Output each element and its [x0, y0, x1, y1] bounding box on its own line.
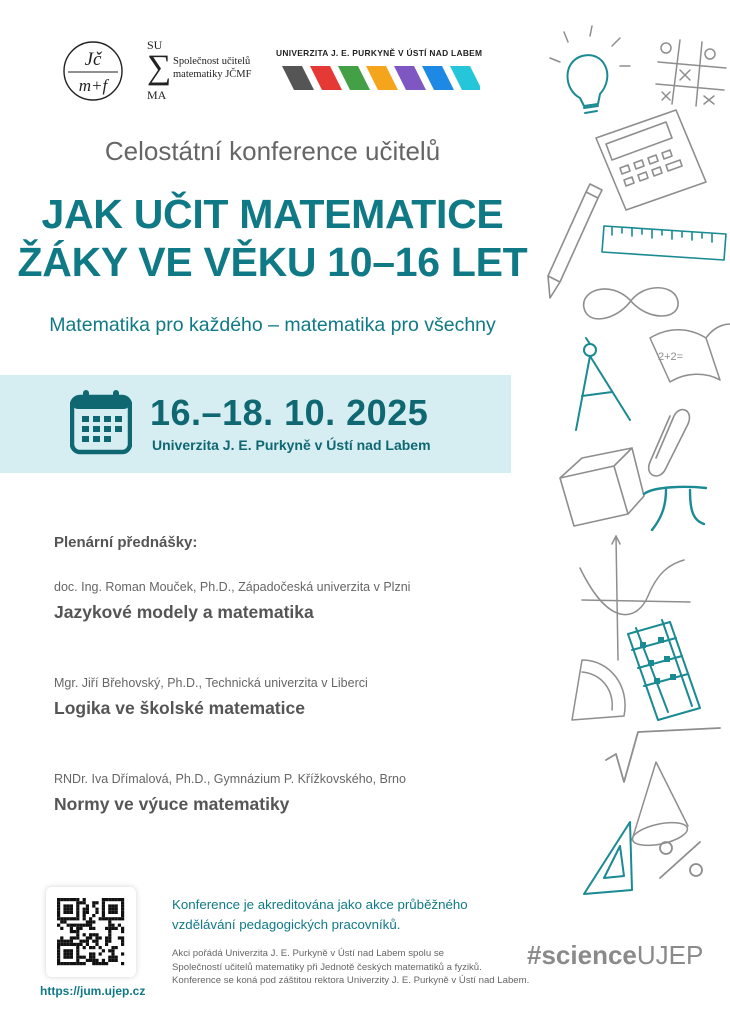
ujep-stripe	[450, 66, 480, 90]
math-doodles	[520, 20, 730, 900]
talk-2-speaker: Mgr. Jiří Břehovský, Ph.D., Technická univerzita v Liberci	[54, 676, 368, 690]
paperclip-icon	[649, 410, 690, 476]
compass-icon	[576, 338, 630, 430]
qr-code-icon	[46, 887, 136, 977]
organizer-line-3: Konference se koná pod záštitou rektora Univerzity J. E. Purkyně v Ústí nad Labem.	[172, 975, 530, 986]
sum-logo-su: SU	[147, 38, 163, 52]
jcmf-logo-bottom: m+f	[78, 76, 108, 95]
lightbulb-icon	[550, 26, 630, 113]
talk-3-speaker: RNDr. Iva Dřímalová, Ph.D., Gymnázium P. Křížkovského, Brno	[54, 772, 406, 786]
pencil-icon	[548, 184, 602, 298]
accreditation-text: Konference je akreditována jako akce průběžného vzdělávání pedagogických pracovníků.	[172, 897, 468, 932]
ruler-icon	[602, 226, 726, 260]
jcmf-logo	[62, 40, 124, 102]
ujep-stripe	[282, 66, 314, 90]
notebook-icon	[650, 324, 730, 382]
sum-logo-text	[173, 55, 251, 81]
organizer-text	[172, 947, 552, 988]
hashtag-part-a: #science	[527, 940, 637, 970]
sum-logo-text-line1: Společnost učitelů	[173, 56, 251, 67]
organizer-line-1: Akci pořádá Univerzita J. E. Purkyně v Ústí nad Labem spolu se	[172, 948, 444, 959]
jcmf-logo-top: Jč	[84, 49, 102, 70]
square-root-icon	[606, 728, 720, 782]
title-line-1: JAK UČIT MATEMATICE	[41, 191, 504, 237]
conference-tagline: Matematika pro každého – matematika pro všechny	[49, 314, 496, 336]
svg-text:2+2=: 2+2=	[658, 351, 684, 363]
sum-logo	[147, 38, 257, 106]
ujep-stripe	[366, 66, 398, 90]
event-dates: 16.–18. 10. 2025	[150, 392, 429, 433]
conference-title	[0, 190, 545, 286]
ujep-stripe	[422, 66, 454, 90]
graph-icon	[580, 536, 690, 660]
sigma-icon: ∑	[147, 49, 172, 86]
qr-code[interactable]	[46, 887, 136, 977]
ujep-stripe	[338, 66, 370, 90]
hashtag-part-b: UJEP	[636, 940, 704, 970]
infinity-icon	[584, 288, 678, 319]
talk-3-title: Normy ve výuce matematiky	[54, 794, 290, 814]
talk-1-speaker: doc. Ing. Roman Mouček, Ph.D., Západočeská univerzita v Plzni	[54, 580, 411, 594]
sum-logo-text-line2: matematiky JČMF	[173, 69, 252, 80]
calendar-icon	[70, 389, 132, 455]
cube-icon	[560, 448, 644, 526]
percent-icon	[660, 842, 702, 878]
ujep-stripe	[394, 66, 426, 90]
tic-tac-toe-icon	[656, 40, 726, 106]
cone-icon	[631, 762, 690, 850]
ujep-logo-stripes	[280, 62, 480, 96]
organizer-line-2: Společností učitelů matematiky při Jednotě českých matematiků a fyziků.	[172, 961, 482, 973]
protractor-icon	[572, 660, 625, 720]
ujep-logo-name: UNIVERZITA J. E. PURKYNĚ V ÚSTÍ NAD LABEM	[276, 48, 483, 58]
title-line-2: ŽÁKY VE VĚKU 10–16 LET	[17, 239, 528, 285]
hashtag-science-ujep	[527, 940, 703, 971]
ujep-stripe	[310, 66, 342, 90]
abacus-icon	[628, 620, 700, 720]
plenary-heading: Plenární přednášky:	[54, 534, 198, 551]
sum-logo-ma: MA	[147, 88, 167, 102]
conference-subtitle: Celostátní konference učitelů	[104, 136, 441, 166]
website-link[interactable]: https://jum.ujep.cz	[40, 984, 146, 998]
talk-2-title: Logika ve školské matematice	[54, 698, 305, 718]
talk-1-title: Jazykové modely a matematika	[54, 602, 314, 622]
pi-icon	[644, 487, 706, 530]
set-square-icon	[584, 822, 632, 894]
calculator-icon	[596, 110, 706, 210]
event-place: Univerzita J. E. Purkyně v Ústí nad Labem	[152, 437, 431, 453]
